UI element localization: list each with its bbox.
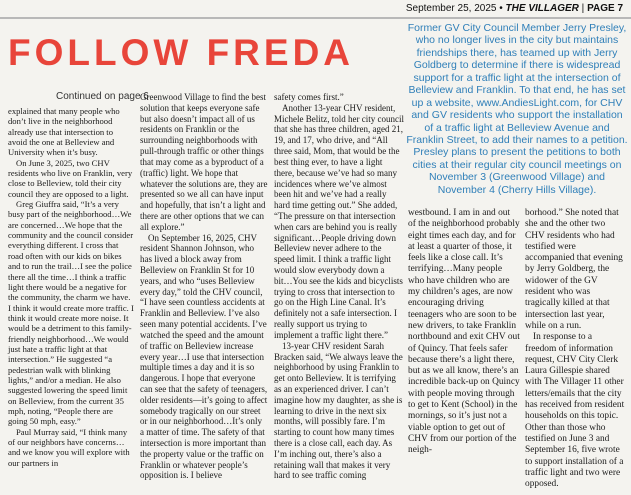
issue-date: September 25, 2025 [405,3,497,14]
publication-name: THE VILLAGER [505,3,579,14]
paragraph: westbound. I am in and out of the neighborhood probably eight times each day, and for at least a quarter of those, it feels like a close call. It’s terrifying…Many people who have children who are my children’s ages, are now encouraging driving teenagers who are soon to be new drivers, to take Franklin northbound and exit CHV out of Quincy. That feels safer because there’s a light there, but as we all know, there’s an incredible back-up on Quincy with people moving through to get to Kent (School) in the mornings, so it’s just not a viable option to get out of CHV from our portion of the neigh- [408,208,520,456]
paragraph: 13-year CHV resident Sarah Bracken said, “We always leave the neighborhood by using Franklin to get onto Belleview. It is terrifying as an experienced driver. I can’t imagine how my daughter, as she is learning to drive in the next six months, will possibly fare. I’m starting to count how many times there is a close call, each day. As I’m inching out, there’s also a retaining wall that makes it very hard to see traffic coming [274,340,403,481]
article-column-1 [8,106,134,468]
paragraph: Greenwood Village to find the best solution that keeps everyone safe but also doesn’t impact all of us residents on Franklin or the surrounding neighborhoods with pull-through traffic or other things that may come as a byproduct of a (traffic) light. We hope that whatever the solutions are, they are presented so we all can have input and hopefully, that isn’t a light and there are other options that we can all explore.” [140,92,268,232]
article-column-4 [408,208,520,457]
sidebar-callout: Former GV City Council Member Jerry Presley, who no longer lives in the city but maintains friendships there, has teamed up with Jerry Goldberg to determine if there is widespread support for a traffic light at the intersection of Belleview and Franklin. To that end, he has set up a website, www.AndiesLight.com, for CHV and GV residents who support the installation of a traffic light at Belleview Avenue and Franklin Street, to add their names to a petition. Presley plans to present the petitions to both cities at their regular city council meetings on November 3 (Greenwood Village) and November 4 (Cherry Hills Village). [406,22,628,196]
page-header [0,0,631,18]
header-bullet: • [499,3,503,14]
header-divider: | [581,3,585,14]
continued-note: Continued on page 6 [56,91,149,102]
paragraph: borhood.” She noted that she and the other two CHV residents who had testified were accompanied that evening by Jerry Goldberg, the widower of the GV resident who was tragically killed at that intersection last year, while on a run. [525,208,623,331]
article-column-3 [274,92,404,481]
page-number: PAGE 7 [587,3,623,14]
article-column-5 [525,208,625,490]
paragraph: In response to a freedom of information request, CHV City Clerk Laura Gillespie shared with The Villager 11 other letters/emails that the city has received from resident households on this topic. Other than those who testified on June 3 and September 16, five wrote to support installation of a traffic light and two were opposed. [525,332,625,490]
header-rule [0,17,631,19]
paragraph: Another 13-year CHV resident, Michele Belitz, told her city council that she has three children, aged 21, 19, and 17, who drive, and “All three said, Mom, that would be the best thing ever, to have a light there, because we’ve had so many incidences where we’ve almost been hit and we’ve had a really hard time getting out.” She added, “The pressure on that intersection when cars are behind you is really significant…People driving down Belleview never adhere to the speed limit. I think a traffic light would slow everybody down a bit…You see the kids and bicyclists trying to cross that intersection to go on the High Line Canal. It’s definitely not a safe intersection. I really support us trying to implement a traffic light there.” [274,102,404,340]
column-headline: FOLLOW FREDA [8,32,355,73]
paragraph: On June 3, 2025, two CHV residents who live on Franklin, very close to Belleview, told their city council they are opposed to a light. [8,157,133,199]
paragraph: On September 16, 2025, CHV resident Shannon Johnson, who has lived a block away from Belleview on Franklin St for 10 years, and who “uses Belleview every day,” told the CHV council, “I have seen countless accidents at Franklin and Belleview. I’ve also seen many potential accidents. I’ve watched the speed and the amount of traffic on Belleview increase every year…I use that intersection multiple times a day and it is so dangerous. I hope that everyone can see that the safety of teenagers, older residents—it’s going to affect somebody tragically on our street or in our neighborhood…It’s only a matter of time. The safety of that intersection is more important than the property value or the traffic on Franklin or whatever people’s opposition is. I believe [140,232,268,481]
paragraph: safety comes first.” [274,92,344,102]
article-column-2 [140,92,268,481]
paragraph: Greg Giuffra said, “It’s a very busy part of the neighborhood…We are concerned…We hope that the community and the council consider everything different. I cross that road often with our kids on bikes and to run the trail…I see the police there all the time…I think a traffic light there would be a negative for the community, the charm we have. I think it would create more traffic. I think it would create more noise. It would be a detriment to this family-friendly neighborhood…We would just hate a traffic light at that intersection.” He suggested “a pedestrian walk with blinking lights,” and/or a median. He also suggested lowering the speed limit on Belleview, from the current 35 mph, noting, “People there are going 50 mph, easy.” [8,199,134,427]
page-header-text [406,3,623,14]
paragraph: Paul Murray said, “I think many of our neighbors have concerns…and we know you will explore with our partners in [8,426,130,468]
paragraph: explained that many people who don’t live in the neighborhood already use that intersection to avoid the one at Belleview and University when it’s busy. [8,106,120,158]
